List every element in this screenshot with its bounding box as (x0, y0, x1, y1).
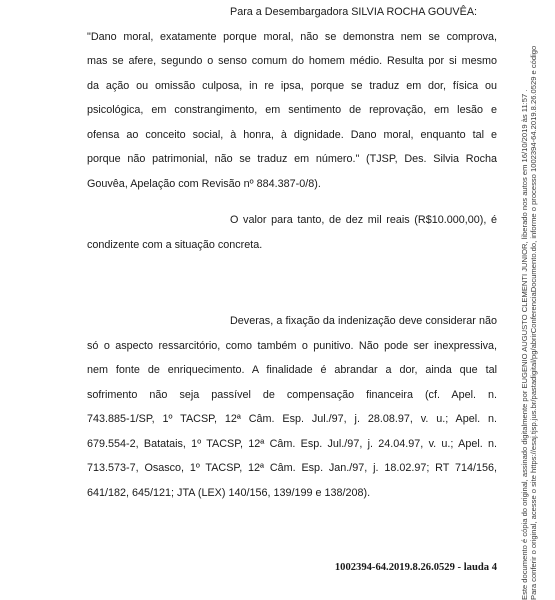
paragraph-line: Gouvêa, Apelação com Revisão nº 884.387-0/8). (87, 177, 321, 190)
paragraph-line: nem fonte de enriquecimento. A finalidade é abrandar a dor, ainda que tal (87, 364, 497, 376)
verification-line: Para conferir o original, acesse o site https://esaj.tjsp.jus.br/pastadigital/pg/abrirConferenciaDocumento.do, informe o processo 1002394-64.2019.8.26.0529 e código (529, 45, 539, 600)
paragraph-line: mas se afere, segundo o senso comum do homem médio. Resulta por si mesmo (87, 55, 497, 67)
signature-line: Este documento é cópia do original, assinado digitalmente por EUGENIO AUGUSTO CLEMENTI JUNIOR, liberado nos autos em 16/10/2019 às 11:57 . (520, 89, 529, 600)
paragraph-line: 713.573-7, Osasco, 1º TACSP, 12ª Câm. Esp. Jan./97, j. 18.02.97; RT 714/156, (87, 462, 497, 474)
paragraph-line: Deveras, a fixação da indenização deve considerar não (230, 315, 497, 327)
paragraph-line: 641/182, 645/121; JTA (LEX) 140/156, 139/199 e 138/208). (87, 486, 371, 499)
paragraph-line: 743.885-1/SP, 1º TACSP, 12ª Câm. Esp. Jul./97, j. 28.08.97, v. u.; Apel. n. (87, 413, 497, 425)
paragraph-line: O valor para tanto, de dez mil reais (R$10.000,00), é (230, 214, 497, 226)
document-body (87, 0, 497, 505)
paragraph-line: da ação ou omissão culposa, in re ipsa, porque se traduz em dor, física ou (87, 79, 497, 92)
paragraph-line: só o aspecto ressarcitório, como também o punitivo. Não pode ser inexpressiva, (87, 339, 497, 352)
paragraph-line: porque não patrimonial, não se traduz em número." (TJSP, Des. Silvia Rocha (87, 153, 497, 165)
paragraph-line: psicológica, em constrangimento, em sentimento de reprovação, em lesão e (87, 104, 497, 116)
paragraph-quote (87, 0, 497, 196)
paragraph-value (87, 208, 497, 257)
paragraph-line: condizente com a situação concreta. (87, 238, 263, 251)
paragraph-line: 679.554-2, Batatais, 1º TACSP, 12ª Câm. Esp. Jul./97, j. 24.04.97, v. u.; Apel. n. (87, 437, 497, 450)
paragraph-line: "Dano moral, exatamente porque moral, não se demonstra nem se comprova, (87, 30, 497, 43)
paragraph-line: sofrimento não seja passível de compensação financeira (cf. Apel. n. (87, 388, 497, 401)
digital-signature-stamp (520, 0, 539, 600)
paragraph-indemnity (87, 309, 497, 505)
paragraph-line: Para a Desembargadora SILVIA ROCHA GOUVÊA: (230, 6, 478, 18)
paragraph-line: ofensa ao conceito social, à honra, à dignidade. Dano moral, enquanto tal e (87, 128, 497, 141)
page-footer-process-number: 1002394-64.2019.8.26.0529 - lauda 4 (334, 562, 497, 573)
